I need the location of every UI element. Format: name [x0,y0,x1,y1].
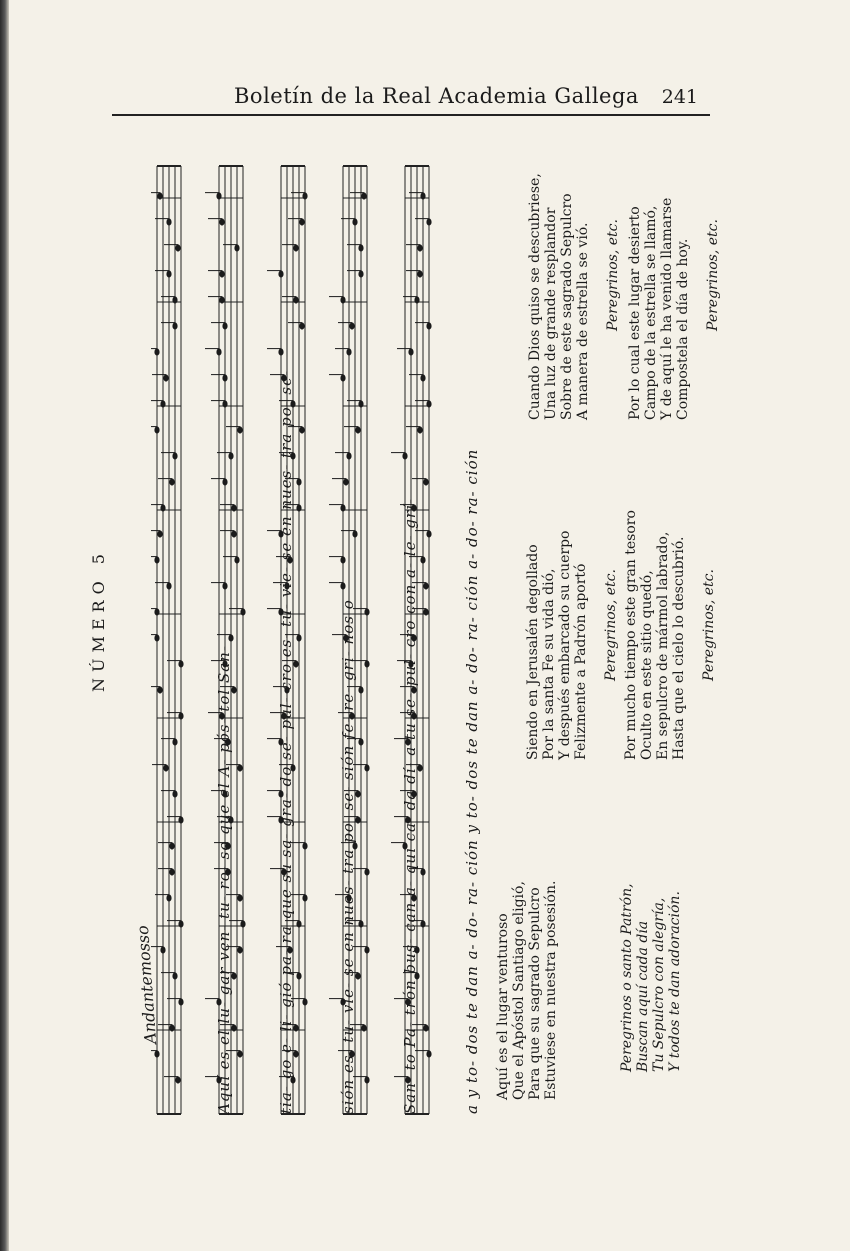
note-head [237,764,242,771]
note-head [172,322,177,329]
note-head [175,244,180,251]
note-head [296,504,301,511]
page-number: 241 [661,86,698,108]
note-head [420,868,425,875]
note-head [154,634,159,641]
stanza-line: Para que su sagrado Sepulcro [527,887,543,1100]
binding-edge [0,0,9,1251]
refrain-label: Peregrinos, etc. [705,219,721,331]
stanza-line: Campo de la estrella se llamó, [643,205,659,420]
note-head [172,452,177,459]
refrain-label: Peregrinos, etc. [603,569,619,681]
note-head [343,478,348,485]
note-head [364,946,369,953]
note-head [352,530,357,537]
chorus-line: Tu Sepulcro con alegría, [651,897,667,1072]
note-head [340,582,345,589]
note-head [222,478,227,485]
note-head [299,218,304,225]
note-head [420,920,425,927]
note-head [237,426,242,433]
stanza-1 [495,840,559,1100]
note-head [296,920,301,927]
note-head [166,894,171,901]
rotated-content [89,160,719,1120]
note-head [340,374,345,381]
note-head [219,296,224,303]
note-head [222,322,227,329]
stanza-4 [527,130,621,420]
note-head [172,790,177,797]
stanza-line: Por mucho tiempo este gran tesoro [623,510,639,760]
note-head [178,816,183,823]
note-head [169,478,174,485]
note-head [178,712,183,719]
lyric-line-3: sión es- tu- vie- se en nues- tra po- se- sión fe- re- gri- nos o [339,599,357,1114]
stanza-line: Por la santa Fe su vida dió, [541,568,557,760]
note-head [302,894,307,901]
stanza-line: Sobre de este sagrado Sepulcro [559,193,575,420]
refrain-label: Peregrinos, etc. [605,219,621,331]
note-head [160,504,165,511]
note-head [358,686,363,693]
note-head [166,582,171,589]
note-head [228,452,233,459]
stanza-line: En sepulcro de mármol labrado, [655,531,671,760]
note-head [157,686,162,693]
note-head [423,1024,428,1031]
note-head [408,348,413,355]
note-head [231,530,236,537]
note-head [237,1050,242,1057]
note-head [346,348,351,355]
section-title: NÚMERO 5 [89,548,108,692]
lyric-line-1: Aquí es el lu- gar ven- tu- ro- so que el A- pós- tol San- [215,645,233,1114]
lyric-line-5: a y to- dos te dan a- do- ra- ción y to- dos te dan a- do- ra- ción a- do- ra- ción [463,448,481,1114]
note-head [169,1024,174,1031]
note-head [417,270,422,277]
refrain-label: Peregrinos, etc. [701,569,717,681]
note-head [178,920,183,927]
note-head [417,426,422,433]
note-head [222,400,227,407]
note-head [154,426,159,433]
note-head [302,842,307,849]
note-head [166,270,171,277]
note-head [426,1050,431,1057]
note-head [163,764,168,771]
note-head [178,998,183,1005]
note-head [364,868,369,875]
note-head [364,764,369,771]
note-head [219,218,224,225]
note-head [231,504,236,511]
note-head [414,296,419,303]
note-head [402,452,407,459]
note-head [299,426,304,433]
note-head [299,322,304,329]
note-head [240,608,245,615]
stanza-2 [525,490,619,760]
note-head [157,192,162,199]
note-head [296,972,301,979]
stanza-line: A manera de estrella se vió. [575,222,591,420]
note-head [364,1076,369,1083]
note-head [302,192,307,199]
stanza-line: Y después embarcado su cuerpo [557,530,573,760]
note-head [234,556,239,563]
note-head [278,270,283,277]
note-head [420,374,425,381]
note-head [358,738,363,745]
note-head [154,1050,159,1057]
lyric-line-2: tia- go e- li- gió pa- ra que su sa- gra- do se- pul- cro es- tu- vie- se en nues- tra po- se- [277,369,295,1114]
note-head [237,946,242,953]
note-head [178,660,183,667]
note-head [293,296,298,303]
note-head [426,218,431,225]
stanza-line: Aquí es el lugar venturoso [495,913,511,1100]
note-head [228,634,233,641]
note-head [423,608,428,615]
note-head [346,452,351,459]
note-head [302,998,307,1005]
note-head [216,192,221,199]
note-head [349,322,354,329]
stanza-line: Y de aquí le ha venido llamarse [659,197,675,420]
note-head [157,530,162,537]
lyric-line-4: San- to Pa- trón bus- can a- quí ca- da dí- a tu se- pul- cro con a- le- grí- [401,498,419,1114]
note-head [240,920,245,927]
stanza-line: Por lo cual este lugar desierto [627,206,643,420]
chorus-line: Buscan aquí cada día [635,920,651,1072]
note-head [364,608,369,615]
note-head [340,556,345,563]
note-head [293,244,298,251]
note-head [423,582,428,589]
tempo-marking: Andantemosso [132,924,161,1045]
note-head [154,608,159,615]
note-head [219,270,224,277]
note-head [169,868,174,875]
chorus-stanza [619,812,683,1072]
note-head [340,504,345,511]
stanza-line: Una luz de grande resplandor [543,207,559,420]
stanza-3 [623,490,717,760]
note-head [358,244,363,251]
stanza-5 [627,130,721,420]
note-head [358,400,363,407]
note-head [163,374,168,381]
note-head [420,192,425,199]
note-head [172,972,177,979]
note-head [426,400,431,407]
note-head [420,556,425,563]
note-head [169,842,174,849]
chorus-line: Y todos te dan adoración. [667,891,683,1072]
header-rule [112,114,710,116]
note-head [358,270,363,277]
note-head [296,478,301,485]
note-head [358,920,363,927]
note-head [234,244,239,251]
note-head [160,946,165,953]
note-head [237,894,242,901]
page-header [112,84,710,112]
note-head [222,582,227,589]
note-head [160,400,165,407]
note-head [166,218,171,225]
note-head [426,322,431,329]
note-head [154,348,159,355]
note-head [340,296,345,303]
stanza-line: Felizmente a Padrón aportó [573,563,589,760]
note-head [278,348,283,355]
stanza-line: Siendo en Jerusalén degollado [525,544,541,760]
note-head [175,1076,180,1083]
note-head [172,296,177,303]
running-title: Boletín de la Real Academia Gallega [234,84,639,108]
stanza-line: Estuviese en nuestra posesión. [543,880,559,1100]
note-head [296,634,301,641]
note-head [216,348,221,355]
chorus-line: Peregrinos o santo Patrón, [619,883,635,1072]
stanza-line: Compostela el día de hoy. [675,238,691,420]
music-score [132,160,481,1120]
note-head [361,192,366,199]
note-head [352,218,357,225]
note-head [355,426,360,433]
stanza-line: Cuando Dios quiso se descubriese, [527,173,543,420]
stanza-line: Que el Apóstol Santiago eligió, [511,881,527,1100]
note-head [417,244,422,251]
note-head [172,738,177,745]
note-head [423,478,428,485]
note-head [426,530,431,537]
note-head [364,660,369,667]
note-head [222,374,227,381]
stanza-line: Oculto en este sitio quedó, [639,570,655,760]
note-head [361,1024,366,1031]
note-head [154,556,159,563]
stanza-line: Hasta que el cielo lo descubrió. [671,536,687,760]
